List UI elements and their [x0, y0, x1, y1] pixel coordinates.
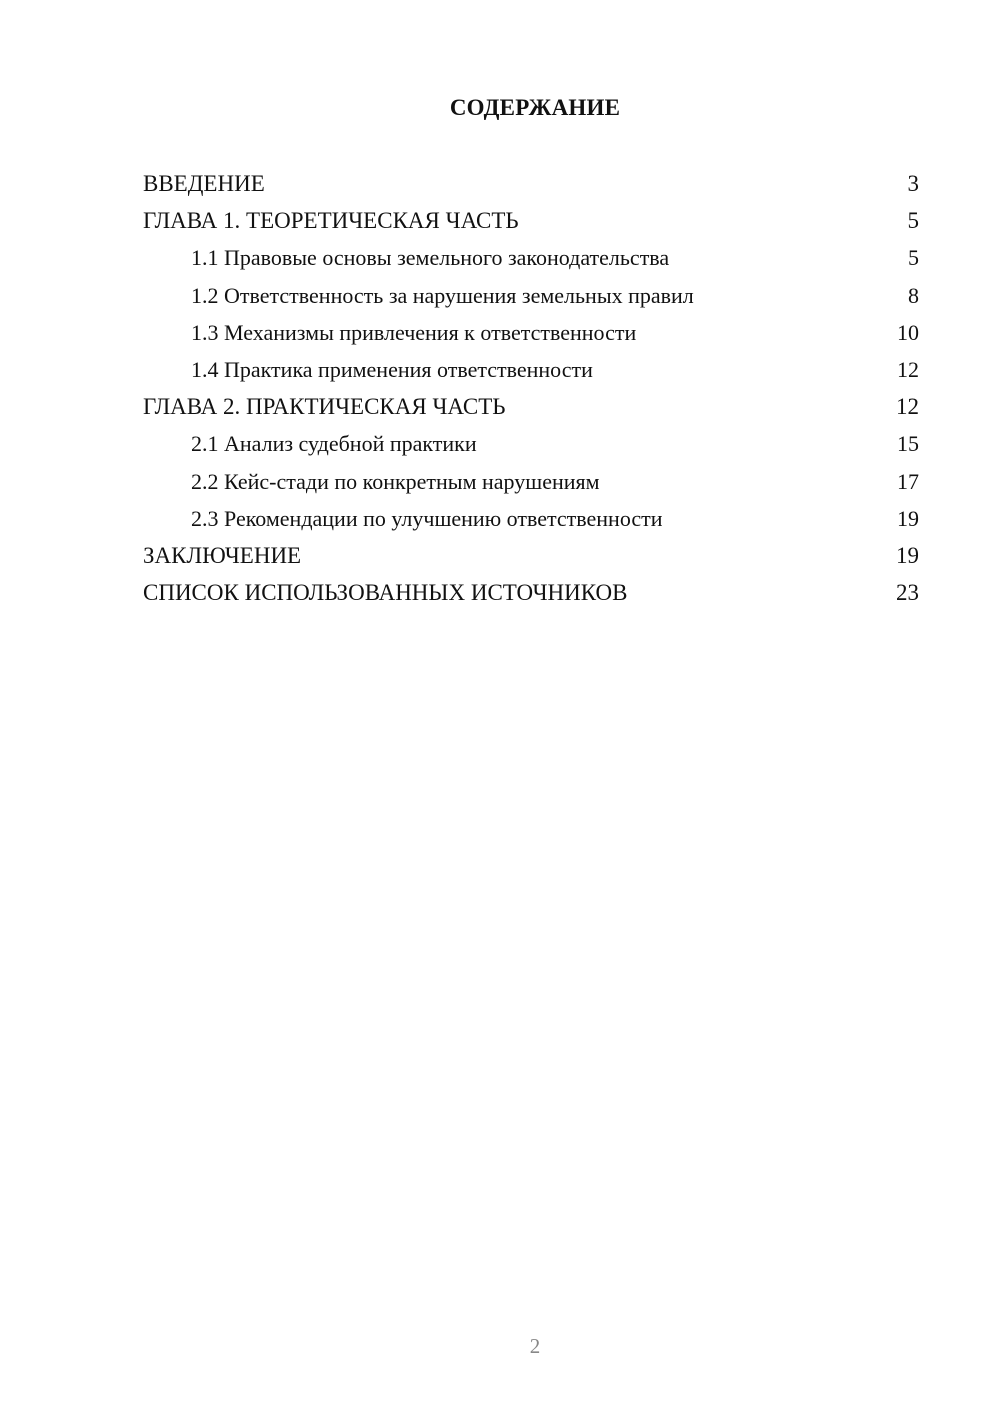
- toc-entry-conclusion: [143, 540, 919, 577]
- toc-entry-page: 3: [907, 171, 919, 196]
- toc-entry-section-1-4: [143, 354, 919, 391]
- toc-entry-label: 1.3 Механизмы привлечения к ответственности: [191, 319, 637, 345]
- toc-entry-label: 1.4 Практика применения ответственности: [191, 356, 593, 382]
- toc-entry-label: ГЛАВА 1. ТЕОРЕТИЧЕСКАЯ ЧАСТЬ: [143, 208, 519, 234]
- toc-entry-page: 5: [908, 245, 919, 271]
- toc-entry-label: 1.2 Ответственность за нарушения земельных правил: [191, 282, 694, 308]
- toc-entry-section-1-2: [143, 280, 919, 317]
- toc-entry-page: 15: [897, 431, 919, 457]
- toc-entry-references: [143, 577, 919, 614]
- page-title: СОДЕРЖАНИЕ: [449, 95, 621, 120]
- toc-entry-section-2-3: [143, 503, 919, 540]
- toc-entry-page: 19: [896, 542, 919, 568]
- toc-entry-section-2-2: [143, 466, 919, 503]
- toc-entry-label: 2.1 Анализ судебной практики: [191, 431, 477, 457]
- toc-entry-page: 12: [897, 356, 919, 382]
- toc-entry-page: 17: [897, 468, 919, 494]
- toc-entry-chapter-1: [143, 205, 919, 242]
- toc-entry-introduction: [143, 168, 919, 205]
- toc-entry-label: 2.2 Кейс-стади по конкретным нарушениям: [191, 468, 600, 494]
- toc-entry-chapter-2: [143, 391, 919, 428]
- toc-entry-label: СПИСОК ИСПОЛЬЗОВАННЫХ ИСТОЧНИКОВ: [143, 580, 628, 606]
- page-number: 2: [529, 1334, 541, 1358]
- toc-entry-label: 1.1 Правовые основы земельного законодательства: [191, 245, 670, 271]
- toc-entry-page: 12: [896, 394, 919, 420]
- toc-entry-section-1-1: [143, 242, 919, 279]
- toc-entry-label: 2.3 Рекомендации по улучшению ответственности: [191, 505, 663, 531]
- toc-entry-label: ВВЕДЕНИЕ: [143, 171, 265, 196]
- toc-entry-label: ЗАКЛЮЧЕНИЕ: [143, 542, 302, 568]
- toc-entry-page: 5: [907, 208, 919, 234]
- toc-entry-page: 23: [896, 580, 919, 606]
- table-of-contents: [143, 168, 919, 614]
- toc-entry-section-2-1: [143, 428, 919, 465]
- toc-entry-section-1-3: [143, 317, 919, 354]
- toc-entry-page: 19: [897, 505, 919, 531]
- toc-entry-page: 8: [908, 282, 919, 308]
- toc-entry-label: ГЛАВА 2. ПРАКТИЧЕСКАЯ ЧАСТЬ: [143, 394, 506, 420]
- toc-entry-page: 10: [897, 319, 919, 345]
